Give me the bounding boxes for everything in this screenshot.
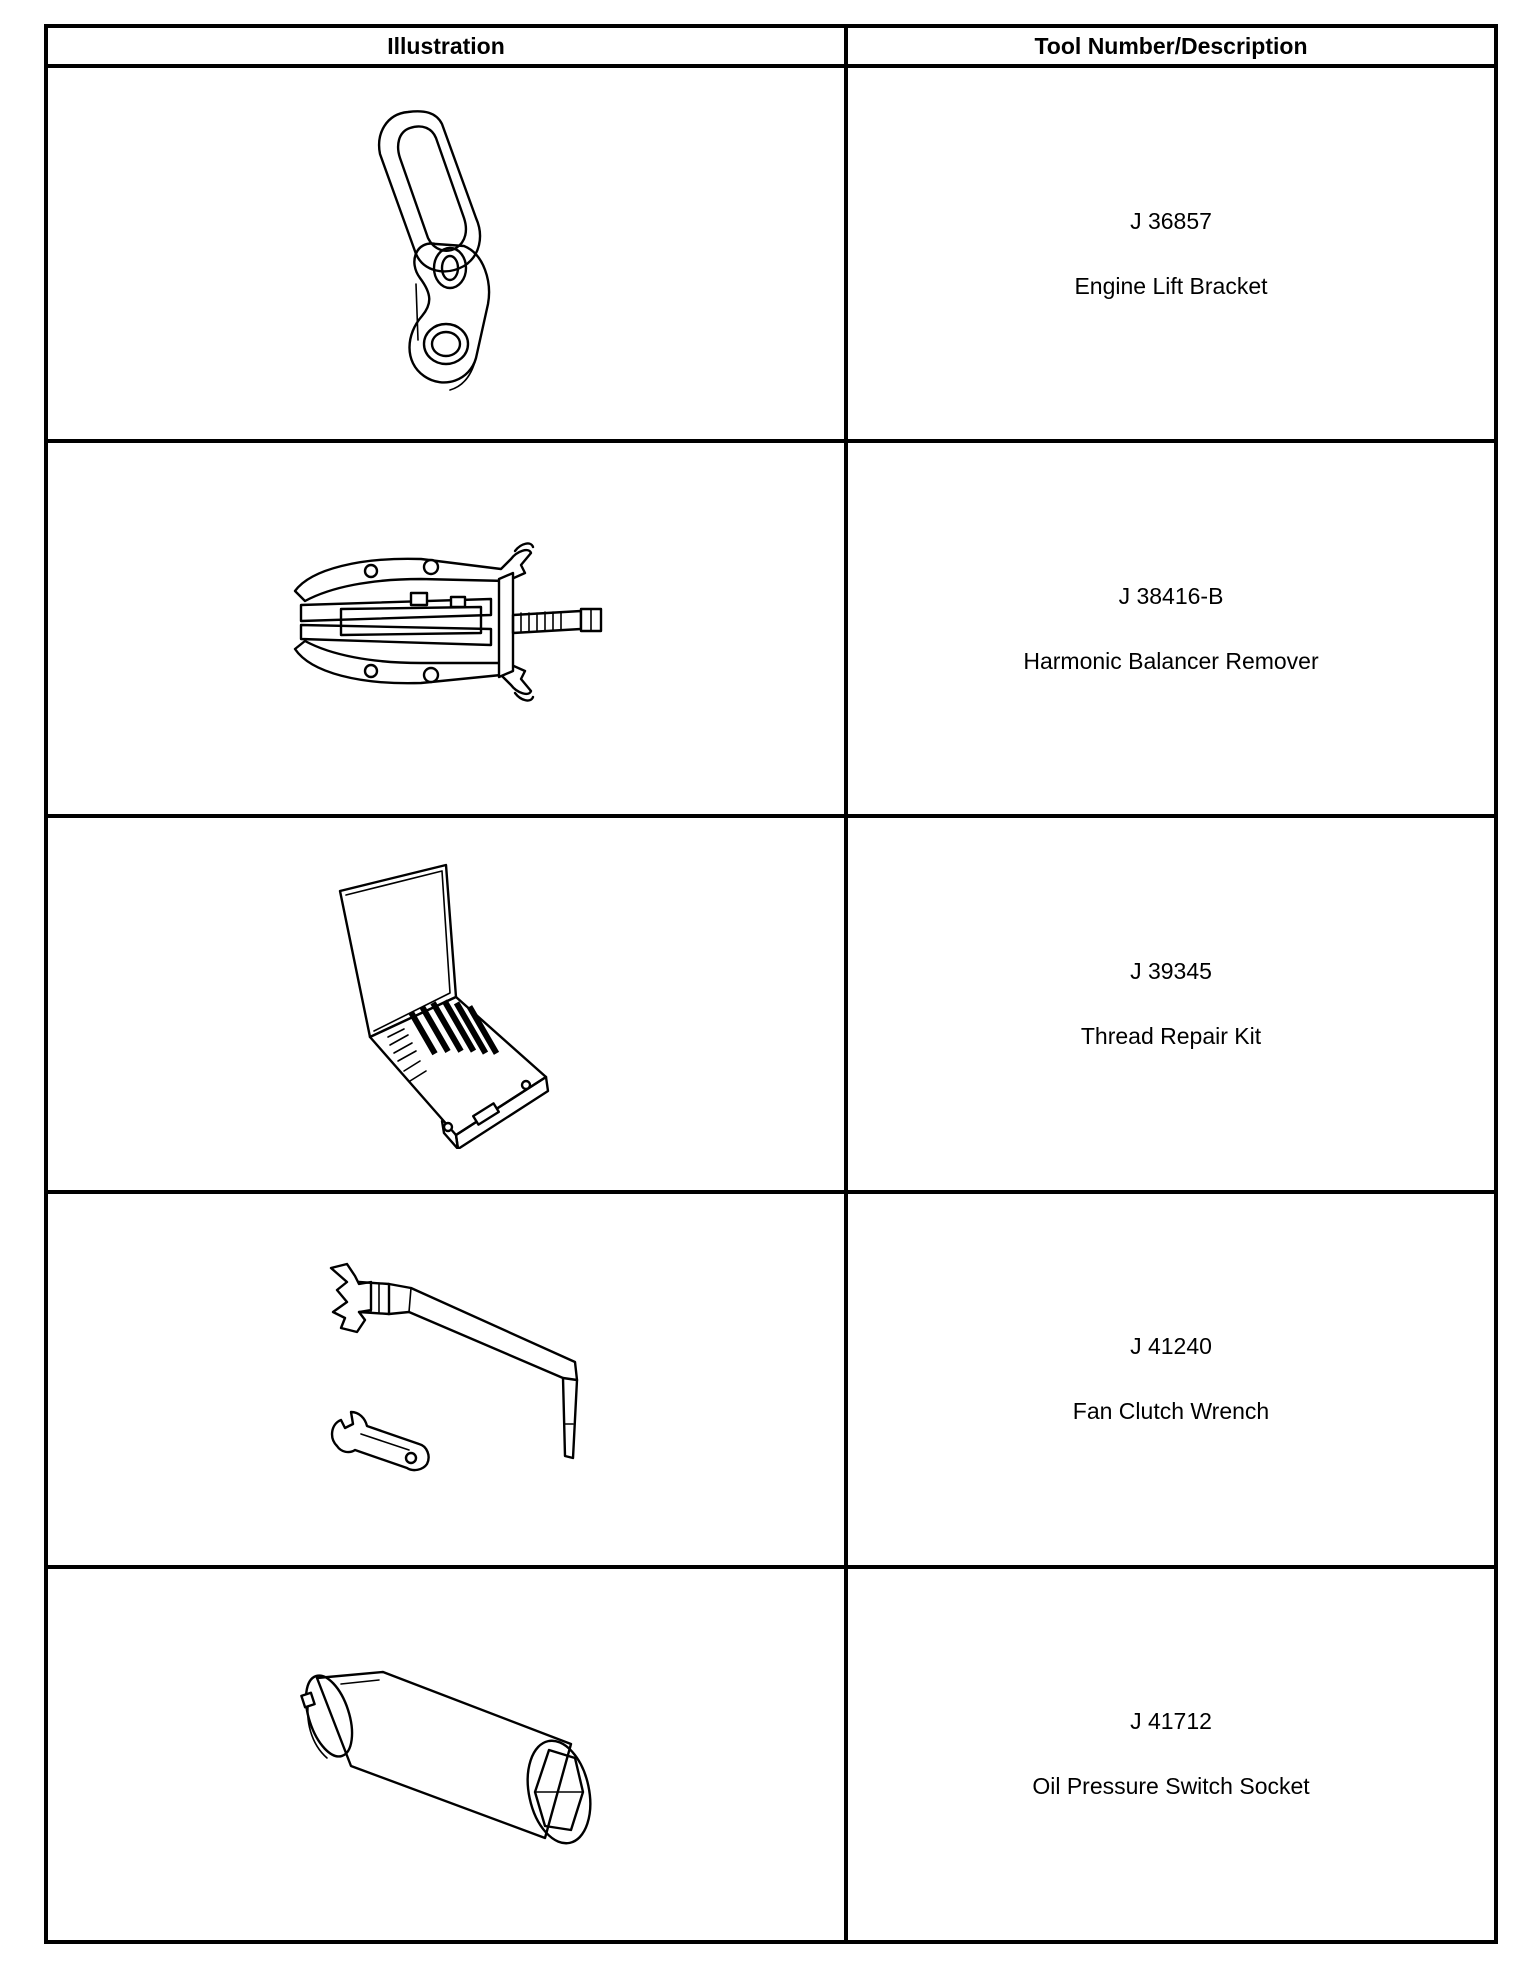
illustration-cell	[46, 1192, 846, 1567]
tool-number: J 41240	[1130, 1333, 1212, 1360]
table-row	[46, 1192, 1496, 1567]
tool-number: J 41712	[1130, 1708, 1212, 1735]
oil-pressure-switch-socket-icon	[281, 1654, 611, 1854]
table-header-row	[46, 26, 1496, 66]
tool-cell	[846, 441, 1496, 816]
table-row	[46, 816, 1496, 1191]
illustration-cell	[46, 1567, 846, 1942]
illustration-cell	[46, 441, 846, 816]
tool-description: Harmonic Balancer Remover	[1023, 647, 1319, 674]
table-row	[46, 441, 1496, 816]
tool-number: J 39345	[1130, 957, 1212, 984]
tool-number: J 36857	[1130, 207, 1212, 234]
illustration-cell	[46, 66, 846, 441]
header-tool-number-description: Tool Number/Description	[846, 26, 1496, 66]
thread-repair-kit-icon	[326, 859, 566, 1149]
illustration-cell	[46, 816, 846, 1191]
tool-cell	[846, 1567, 1496, 1942]
table-row	[46, 66, 1496, 441]
header-illustration: Illustration	[46, 26, 846, 66]
tool-number: J 38416-B	[1118, 582, 1224, 609]
tool-description: Oil Pressure Switch Socket	[1032, 1773, 1310, 1800]
tool-cell	[846, 816, 1496, 1191]
table-row	[46, 1567, 1496, 1942]
harmonic-balancer-remover-icon	[281, 529, 611, 729]
tool-description: Thread Repair Kit	[1080, 1022, 1262, 1049]
fan-clutch-wrench-icon	[301, 1254, 591, 1504]
tool-cell	[846, 1192, 1496, 1567]
special-tools-table	[44, 24, 1498, 1944]
engine-lift-bracket-icon	[346, 94, 546, 414]
tool-description: Engine Lift Bracket	[1074, 272, 1268, 299]
tool-description: Fan Clutch Wrench	[1072, 1398, 1270, 1425]
tool-cell	[846, 66, 1496, 441]
